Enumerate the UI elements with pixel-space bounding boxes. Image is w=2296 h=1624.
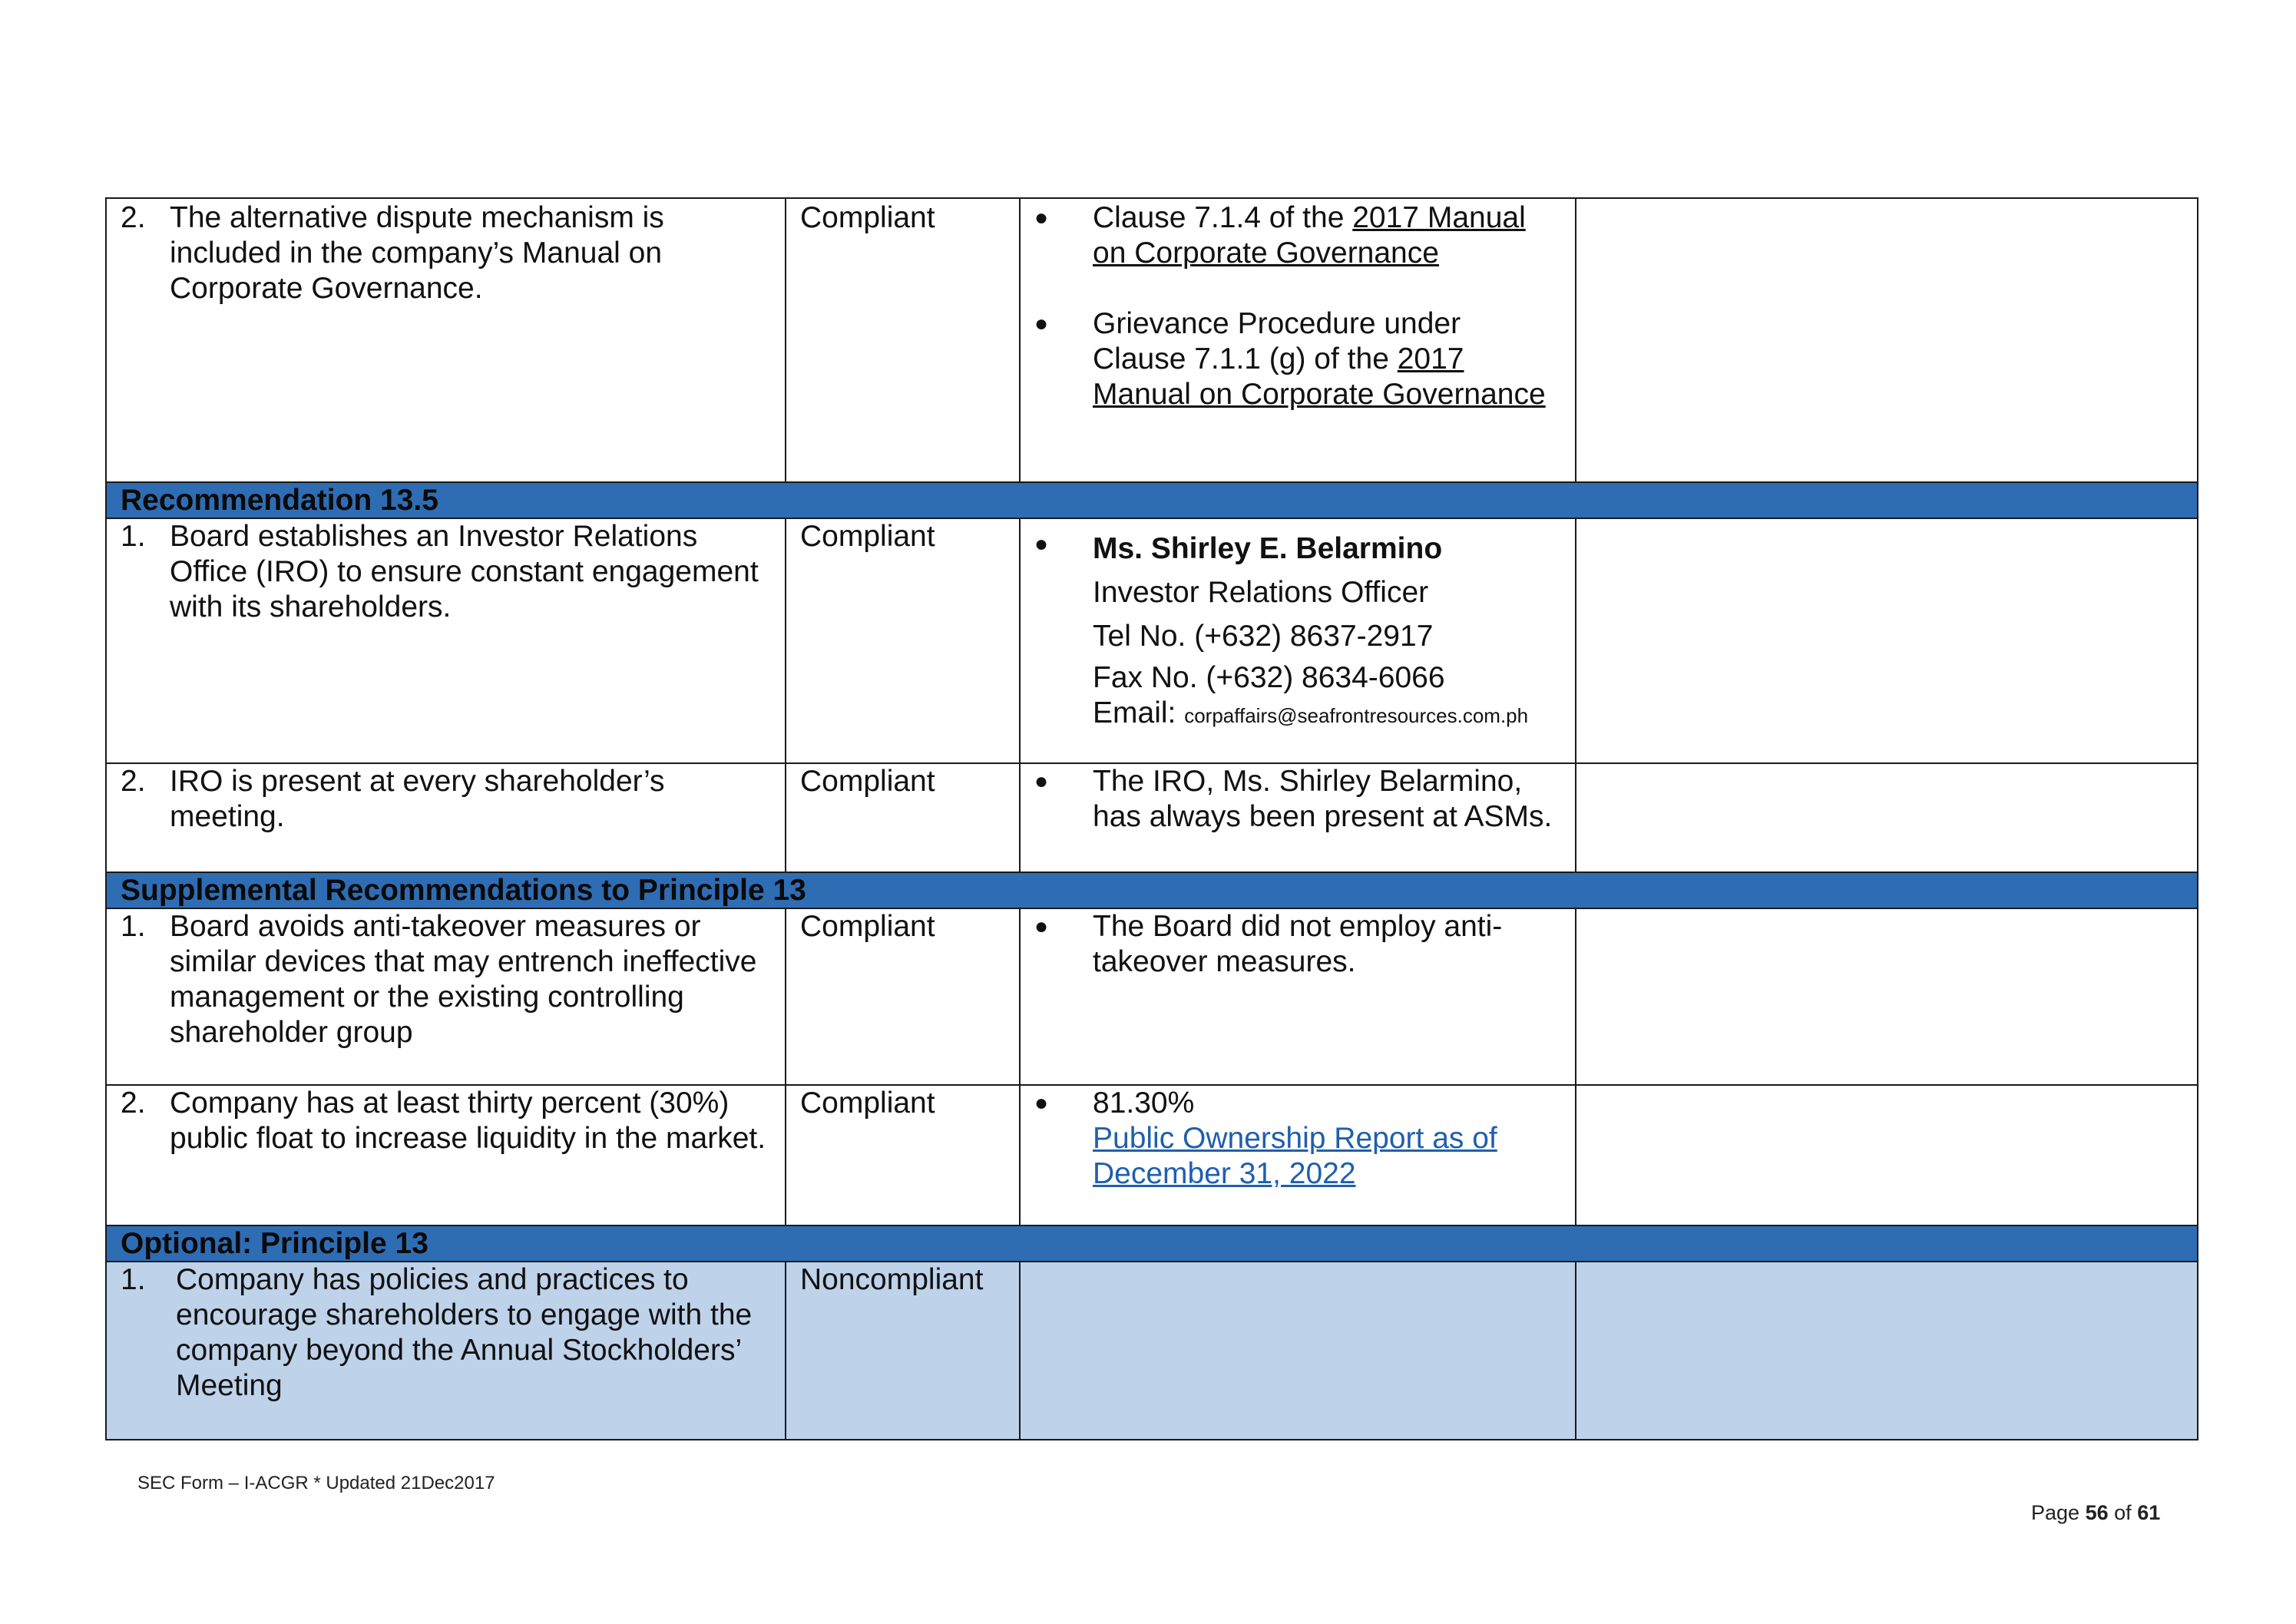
- remarks-cell: [1576, 1262, 2198, 1440]
- item-number: 2.: [121, 201, 146, 234]
- clause-text: Grievance Procedure under Clause 7.1.1 (g) of the: [1093, 307, 1461, 375]
- remarks-cell: [1576, 763, 2198, 872]
- explanation-text: The Board did not employ anti-takeover measures.: [1093, 910, 1503, 978]
- recommendation-text: The alternative dispute mechanism is included in the company’s Manual on Corporate Governance.: [170, 201, 664, 305]
- explanation-list: [1034, 909, 1561, 980]
- manual-link[interactable]: 2017 Manual on Corporate Governance: [1093, 342, 1546, 411]
- status-cell: [786, 198, 1020, 482]
- list-item: [1034, 764, 1561, 835]
- explanation-cell: [1020, 518, 1576, 763]
- bullet-icon: ●: [1034, 311, 1049, 336]
- recommendation-text: IRO is present at every shareholder’s meeting.: [170, 765, 665, 833]
- explanation-list: [1034, 1086, 1561, 1192]
- recommendation-cell: [106, 1262, 786, 1440]
- list-item: [1034, 909, 1561, 980]
- remarks-cell: [1576, 1085, 2198, 1225]
- total-pages: 61: [2137, 1501, 2161, 1524]
- status-cell: [786, 908, 1020, 1085]
- section-title: Supplemental Recommendations to Principle 13: [106, 872, 2198, 908]
- status-cell: [786, 518, 1020, 763]
- table-row: [106, 1262, 2198, 1440]
- email-label: Email:: [1093, 696, 1176, 729]
- section-header: [106, 1225, 2198, 1262]
- item-number: 1.: [121, 1263, 146, 1296]
- list-item: [1034, 1086, 1561, 1192]
- section-header: [106, 872, 2198, 908]
- page-word: Page: [2031, 1501, 2080, 1524]
- recommendation-text: Board establishes an Investor Relations Office (IRO) to ensure constant engagement with its shareholders.: [170, 520, 759, 623]
- status-cell: [786, 1085, 1020, 1225]
- iro-fax: Fax No. (+632) 8634-6066: [1093, 661, 1445, 694]
- explanation-list: [1034, 764, 1561, 835]
- form-footer: SEC Form – I-ACGR * Updated 21Dec2017: [137, 1473, 495, 1493]
- recommendation-text: Board avoids anti-takeover measures or similar devices that may entrench ineffective management or the existing controlling shareholder group: [170, 910, 757, 1049]
- recommendation-cell: [106, 198, 786, 482]
- section-header: [106, 482, 2198, 518]
- recommendation-cell: [106, 908, 786, 1085]
- item-number: 1.: [121, 910, 146, 943]
- manual-link[interactable]: 2017 Manual on Corporate Governance: [1093, 201, 1526, 270]
- public-ownership-report-link[interactable]: Public Ownership Report as of December 31, 2022: [1093, 1122, 1497, 1190]
- compliance-status: Noncompliant: [800, 1263, 984, 1296]
- acgr-compliance-table: [105, 197, 2198, 1440]
- compliance-status: Compliant: [800, 765, 935, 798]
- item-number: 2.: [121, 1087, 146, 1120]
- remarks-cell: [1576, 198, 2198, 482]
- compliance-status: Compliant: [800, 910, 935, 943]
- list-item: [1034, 527, 1561, 731]
- list-item: [1034, 306, 1561, 412]
- table-row: [106, 198, 2198, 482]
- bullet-icon: ●: [1034, 914, 1049, 939]
- status-cell: [786, 1262, 1020, 1440]
- explanation-cell: [1020, 763, 1576, 872]
- explanation-text: The IRO, Ms. Shirley Belarmino, has always been present at ASMs.: [1093, 765, 1553, 833]
- section-title: Recommendation 13.5: [106, 482, 2198, 518]
- remarks-cell: [1576, 518, 2198, 763]
- of-word: of: [2114, 1501, 2132, 1524]
- explanation-cell: [1020, 198, 1576, 482]
- compliance-status: Compliant: [800, 1087, 935, 1120]
- bullet-icon: ●: [1034, 769, 1049, 794]
- current-page: 56: [2085, 1501, 2109, 1524]
- iro-title: Investor Relations Officer: [1093, 576, 1429, 609]
- item-number: 1.: [121, 520, 146, 553]
- page-number: [2031, 1501, 2160, 1525]
- list-item: [1034, 200, 1561, 271]
- bullet-icon: ●: [1034, 1090, 1049, 1116]
- email-address[interactable]: corpaffairs@seafrontresources.com.ph: [1184, 704, 1529, 727]
- table-row: [106, 1085, 2198, 1225]
- recommendation-cell: [106, 518, 786, 763]
- compliance-status: Compliant: [800, 520, 935, 553]
- explanation-cell: [1020, 1262, 1576, 1440]
- section-title: Optional: Principle 13: [106, 1225, 2198, 1262]
- public-float-value: 81.30%: [1093, 1087, 1195, 1120]
- recommendation-text: Company has at least thirty percent (30%) public float to increase liquidity in the market.: [170, 1087, 766, 1155]
- remarks-cell: [1576, 908, 2198, 1085]
- recommendation-cell: [106, 1085, 786, 1225]
- table-row: [106, 518, 2198, 763]
- explanation-list: [1034, 527, 1561, 731]
- table-row: [106, 763, 2198, 872]
- bullet-icon: ●: [1034, 531, 1049, 557]
- table-row: [106, 908, 2198, 1085]
- iro-name: Ms. Shirley E. Belarmino: [1093, 532, 1443, 565]
- explanation-list: [1034, 200, 1561, 412]
- status-cell: [786, 763, 1020, 872]
- compliance-status: Compliant: [800, 201, 935, 234]
- explanation-cell: [1020, 1085, 1576, 1225]
- iro-tel: Tel No. (+632) 8637-2917: [1093, 620, 1434, 653]
- item-number: 2.: [121, 765, 146, 798]
- clause-text: Clause 7.1.4 of the: [1093, 201, 1353, 234]
- recommendation-cell: [106, 763, 786, 872]
- explanation-cell: [1020, 908, 1576, 1085]
- recommendation-text: Company has policies and practices to encourage shareholders to engage with the company beyond the Annual Stockholders’ Meeting: [176, 1263, 753, 1402]
- bullet-icon: ●: [1034, 205, 1049, 230]
